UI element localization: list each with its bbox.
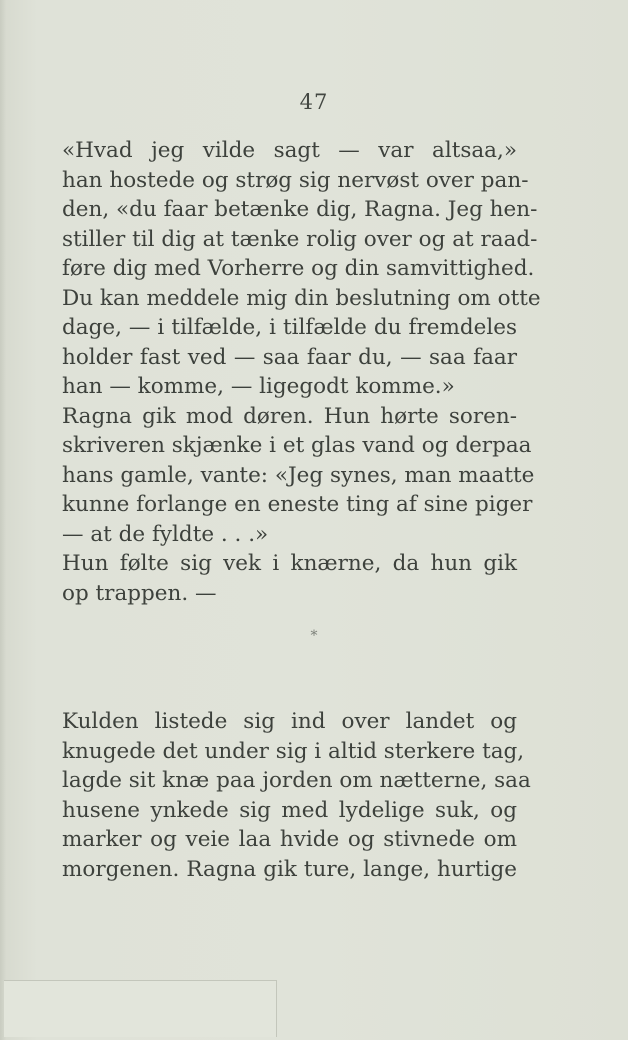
text-line: han — komme, — ligegodt komme.» (62, 374, 455, 399)
text-line: Ragna gik mod døren. Hun hørte soren- (62, 403, 517, 429)
text-line: marker og veie laa hvide og stivnede om (62, 827, 517, 852)
text-line: føre dig med Vorherre og din samvittighed. (62, 256, 535, 281)
text-line: dage, — i tilfælde, i tilfælde du fremdeles (62, 315, 517, 340)
text-line: husene ynkede sig med lydelige suk, og (62, 797, 517, 823)
text-line: holder fast ved — saa faar du, — saa faar (62, 344, 517, 370)
text-line: han hostede og strøg sig nervøst over pan- (62, 167, 529, 193)
text-line: lagde sit knæ paa jorden om nætterne, saa (62, 768, 531, 793)
text-line: Du kan meddele mig din beslutning om otte (62, 285, 541, 311)
paragraph-2 (62, 707, 531, 884)
text-line: «Hvad jeg vilde sagt — var altsaa,» (62, 138, 517, 163)
text-line: Hun følte sig vek i knærne, da hun gik (62, 551, 517, 576)
text-line: skriveren skjænke i et glas vand og derpaa (62, 433, 532, 458)
text-line: kunne forlange en eneste ting af sine piger (62, 492, 533, 517)
text-line: den, «du faar betænke dig, Ragna. Jeg hen- (62, 197, 538, 222)
page-number: 47 (299, 90, 329, 114)
text-line: op trappen. — (62, 580, 217, 606)
text-line: knugede det under sig i altid sterkere tag, (62, 738, 525, 764)
paragraph-1 (62, 136, 541, 608)
text-line: hans gamle, vante: «Jeg synes, man maatte (62, 462, 535, 488)
text-line: — at de fyldte . . .» (62, 521, 269, 547)
page-edge-shadow (0, 0, 6, 1040)
section-break-asterisk: * (310, 628, 318, 644)
text-line: Kulden listede sig ind over landet og (62, 709, 517, 734)
text-line: morgenen. Ragna gik ture, lange, hurtige (62, 856, 517, 882)
library-stamp-area (4, 980, 277, 1037)
text-line: stiller til dig at tænke rolig over og at raad- (62, 226, 538, 252)
